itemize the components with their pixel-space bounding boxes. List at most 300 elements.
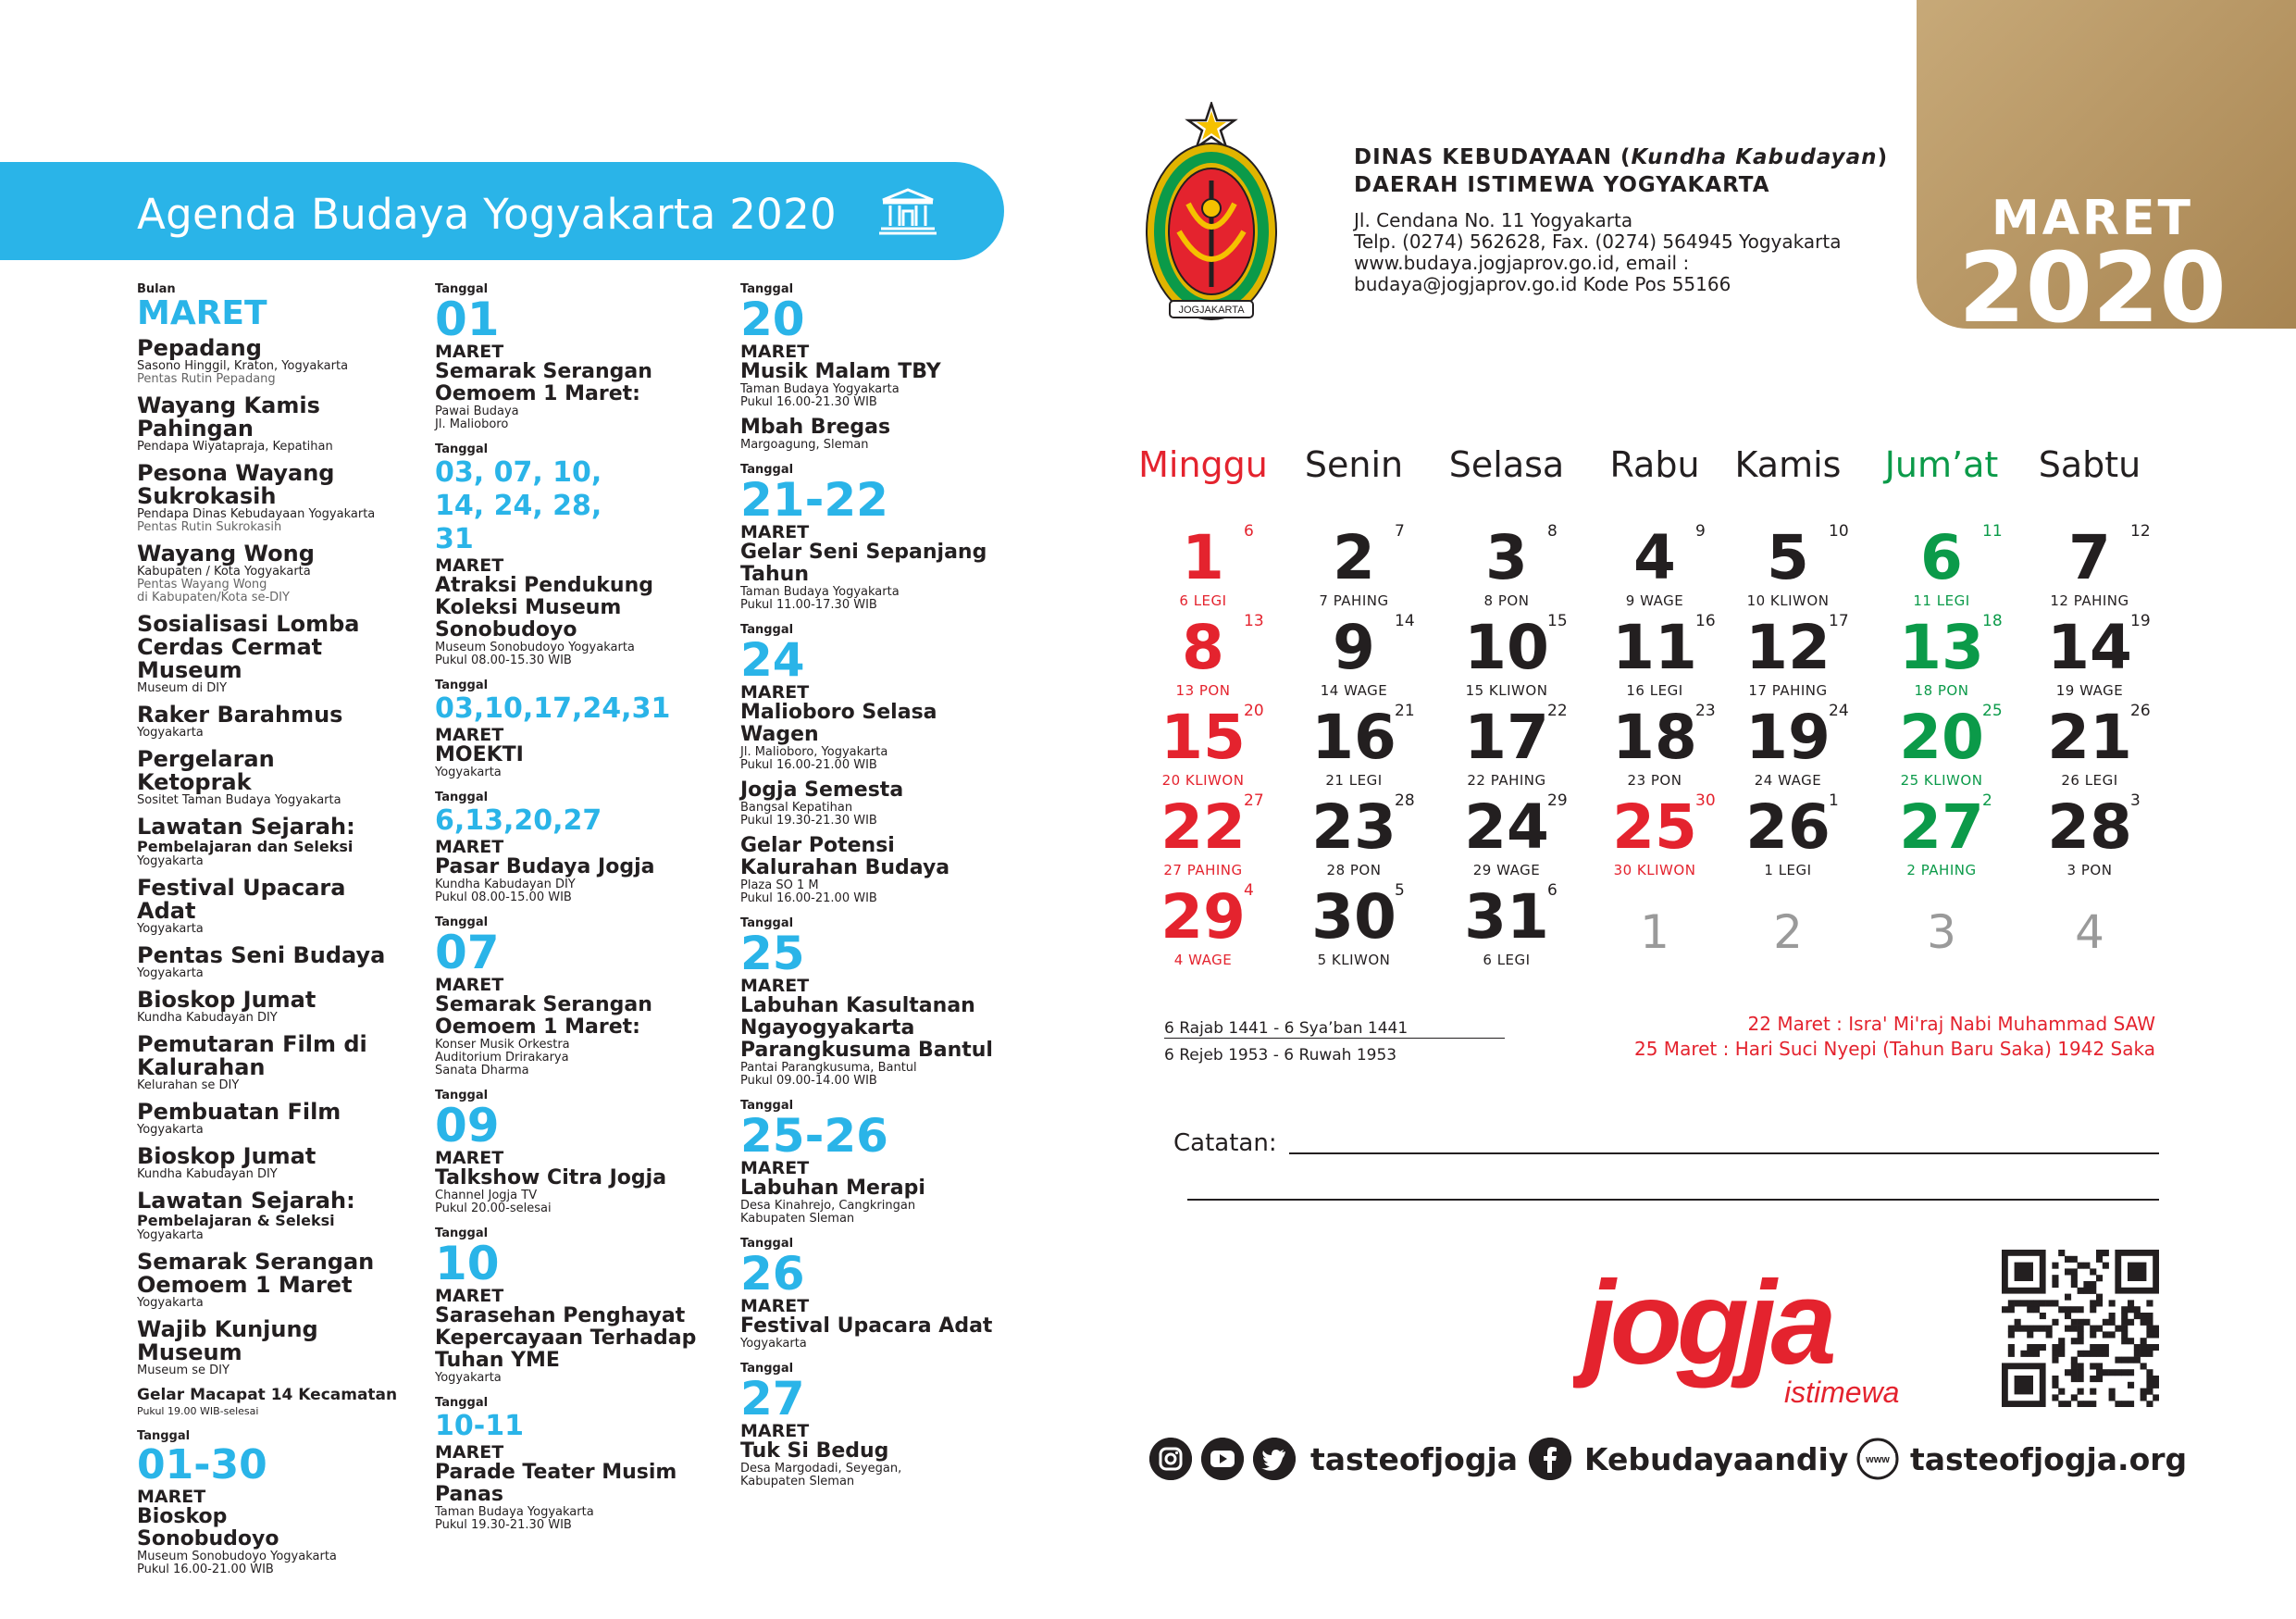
event-date: 25-26 [740, 1109, 888, 1163]
event-month: MARET [740, 976, 810, 996]
dinas-emblem [1142, 102, 1281, 342]
calendar-day[interactable] [1433, 790, 1581, 879]
calendar-day[interactable] [1433, 879, 1581, 969]
day-number: 24 [1464, 791, 1549, 863]
event-entry [137, 989, 415, 1025]
event-detail: Channel Jogja TV [435, 1189, 538, 1202]
hijri-day: 25 [1982, 702, 2003, 720]
event-entry [740, 417, 1018, 452]
event-detail: Jl. Malioboro, Yogyakarta [740, 745, 888, 759]
corner-year: 2020 [1958, 231, 2227, 344]
day-number: 21 [2047, 702, 2132, 773]
event-entry [137, 877, 415, 936]
day-number: 4 [2075, 905, 2104, 959]
event-detail: Pukul 16.00-21.00 WIB [740, 891, 877, 905]
event-detail: Kundha Kabudayan DIY [137, 1167, 278, 1181]
event-subtitle: Pembelajaran dan Seleksi [137, 838, 354, 855]
dated-event [435, 1089, 731, 1215]
event-date: 03,10,17,24,31 [435, 692, 671, 725]
event-detail: Sositet Taman Budaya Yogyakarta [137, 793, 341, 807]
calendar-day[interactable] [1433, 520, 1581, 610]
event-detail: Pendapa Wiyatapraja, Kepatihan [137, 440, 333, 454]
calendar-day[interactable] [1280, 879, 1428, 969]
tanggal-label: Tanggal [740, 1237, 794, 1251]
calendar-day[interactable] [1714, 700, 1862, 790]
event-detail: Pukul 19.30-21.30 WIB [435, 1518, 572, 1532]
qr-code[interactable] [2002, 1250, 2159, 1407]
social-handle[interactable]: Kebudayaandiy [1584, 1441, 1849, 1477]
hijri-range: 6 Rajab 1441 - 6 Sya’ban 1441 [1164, 1019, 1409, 1038]
dated-event [435, 791, 731, 904]
javanese-pasaran: 12 PAHING [2050, 592, 2129, 609]
hijri-day: 29 [1547, 791, 1568, 810]
event-title: Labuhan Merapi [740, 1177, 925, 1200]
event-detail: Yogyakarta [137, 1123, 204, 1137]
event-subtitle: Pembelajaran & Seleksi [137, 1212, 335, 1229]
agenda-column-dates-2 [740, 282, 1018, 1500]
day-number: 31 [1464, 881, 1549, 953]
hijri-day: 16 [1695, 612, 1716, 630]
day-number: 2 [1773, 905, 1803, 959]
event-detail: Pendapa Dinas Kebudayaan Yogyakarta [137, 507, 376, 521]
institution-name [1354, 143, 1888, 171]
dated-event [435, 679, 731, 779]
calendar-day[interactable] [1868, 790, 2016, 879]
day-number: 3 [1485, 522, 1528, 593]
javanese-pasaran: 6 LEGI [1483, 952, 1531, 968]
event-title: Talkshow Citra Jogja [435, 1166, 667, 1189]
tanggal-label: Tanggal [740, 282, 794, 296]
event-detail: Yogyakarta [137, 726, 204, 740]
javanese-pasaran: 29 WAGE [1472, 862, 1541, 878]
event-detail: Pukul 09.00-14.00 WIB [740, 1074, 877, 1088]
event-entry [137, 337, 415, 386]
dated-event [740, 282, 1018, 452]
javanese-pasaran: 3 PON [2066, 862, 2113, 878]
event-detail: Pukul 20.00-selesai [435, 1202, 552, 1215]
hijri-day: 8 [1547, 522, 1558, 541]
notes-line [1289, 1152, 2159, 1154]
event-date: 10 [435, 1237, 500, 1290]
event-month: MARET [435, 1286, 504, 1306]
calendar-day[interactable] [1129, 790, 1277, 879]
social-handle[interactable]: tasteofjogja [1310, 1441, 1519, 1477]
calendar-day[interactable] [1280, 700, 1428, 790]
event-title: Wajib Kunjung Museum [137, 1316, 318, 1365]
event-title: Tuk Si Bedug [740, 1439, 889, 1463]
dated-event [435, 1227, 731, 1385]
javanese-pasaran: 16 LEGI [1626, 682, 1683, 699]
event-date: 26 [740, 1247, 805, 1301]
hijri-day: 20 [1244, 702, 1264, 720]
day-number: 12 [1745, 612, 1831, 683]
day-number: 19 [1745, 702, 1831, 773]
event-entry [137, 394, 415, 454]
emblem-ribbon-text: JOGJAKARTA [1178, 305, 1245, 316]
event-detail: Kelurahan se DIY [137, 1078, 240, 1092]
hijri-day: 10 [1829, 522, 1849, 541]
day-number: 4 [1633, 522, 1676, 593]
institution-name-part: DINAS KEBUDAYAAN ( [1354, 145, 1632, 169]
event-title: Bioskop Jumat [137, 1143, 316, 1169]
svg-text:www: www [1866, 1454, 1890, 1465]
calendar-day[interactable] [1280, 610, 1428, 700]
dated-event [435, 442, 731, 667]
calendar-day[interactable] [1714, 520, 1862, 610]
hijri-day: 23 [1695, 702, 1716, 720]
event-date: 10-11 [435, 1410, 524, 1442]
javanese-pasaran: 2 PAHING [1906, 862, 1977, 878]
calendar-day[interactable] [1280, 790, 1428, 879]
event-date: 20 [740, 293, 805, 346]
event-title: Mbah Bregas [740, 416, 891, 439]
weekday-selasa: Selasa [1448, 444, 1565, 485]
notes-line [1187, 1199, 2159, 1201]
event-date: 09 [435, 1099, 500, 1152]
dated-event [740, 463, 1018, 612]
institution-address: Jl. Cendana No. 11 Yogyakarta [1354, 209, 1633, 231]
agenda-column-month [137, 282, 415, 1588]
tanggal-label: Tanggal [435, 679, 489, 692]
event-title: Semarak Serangan Oemoem 1 Maret [137, 1249, 375, 1298]
event-title: Gelar Seni Sepanjang Tahun [740, 541, 987, 586]
event-entry [137, 1101, 415, 1137]
event-detail: Museum Sonobudoyo Yogyakarta [435, 641, 635, 654]
banner-title: Agenda Budaya Yogyakarta 2020 [137, 190, 837, 239]
calendar-day[interactable] [2016, 879, 2164, 969]
event-entry [137, 1189, 415, 1242]
event-detail: Yogyakarta [435, 1371, 502, 1385]
event-detail: Plaza SO 1 M [740, 878, 819, 892]
event-entry [137, 1318, 415, 1377]
event-title: Wayang Wong [137, 541, 315, 567]
javanese-pasaran: 27 PAHING [1163, 862, 1243, 878]
event-detail: Taman Budaya Yogyakarta [740, 585, 900, 599]
building-icon [879, 187, 937, 235]
event-month: MARET [740, 522, 810, 542]
calendar-day[interactable] [1868, 610, 2016, 700]
event-note: di Kabupaten/Kota se-DIY [137, 591, 290, 604]
event-title: Sosialisasi Lomba Cerdas Cermat Museum [137, 611, 360, 683]
javanese-pasaran: 19 WAGE [2055, 682, 2124, 699]
institution-name-italic: Kundha Kabudayan [1631, 145, 1878, 169]
javanese-pasaran: 8 PON [1483, 592, 1530, 609]
day-number: 30 [1311, 881, 1396, 953]
javanese-pasaran: 4 WAGE [1173, 952, 1233, 968]
jogja-istimewa-logo [1573, 1254, 1934, 1412]
javanese-pasaran: 14 WAGE [1320, 682, 1388, 699]
institution-region: DAERAH ISTIMEWA YOGYAKARTA [1354, 173, 1770, 197]
event-detail: Konser Musik Orkestra [435, 1038, 570, 1052]
era-divider [1164, 1038, 1505, 1039]
javanese-pasaran: 7 PAHING [1319, 592, 1389, 609]
javanese-pasaran: 17 PAHING [1748, 682, 1828, 699]
holiday-item: 25 Maret : Hari Suci Nyepi (Tahun Baru Saka) 1942 Saka [1634, 1038, 2155, 1060]
event-detail: Pukul 19.00 WIB-selesai [137, 1405, 259, 1417]
javanese-pasaran: 21 LEGI [1325, 772, 1383, 789]
event-title: MOEKTI [435, 743, 524, 766]
day-number: 22 [1160, 791, 1246, 863]
event-detail: Yogyakarta [137, 854, 204, 868]
event-entry [137, 462, 415, 534]
day-number: 28 [2047, 791, 2132, 863]
weekday-kamis: Kamis [1734, 444, 1842, 485]
day-number: 11 [1612, 612, 1697, 683]
weekday-senin: Senin [1304, 444, 1404, 485]
event-detail: Desa Kinahrejo, Cangkringan [740, 1199, 916, 1213]
weekday-rabu: Rabu [1609, 444, 1700, 485]
dated-event [740, 916, 1018, 1088]
event-detail: Museum se DIY [137, 1364, 230, 1377]
event-detail: Pukul 08.00-15.30 WIB [435, 654, 572, 667]
calendar-day[interactable] [1280, 520, 1428, 610]
event-title: Pentas Seni Budaya [137, 942, 386, 968]
calendar-day[interactable] [1868, 879, 2016, 969]
calendar-day[interactable] [1433, 700, 1581, 790]
javanese-pasaran: 15 KLIWON [1465, 682, 1548, 699]
event-month: MARET [740, 342, 810, 362]
day-number: 15 [1160, 702, 1246, 773]
calendar-day[interactable] [1129, 520, 1277, 610]
event-detail: Yogyakarta [137, 1228, 204, 1242]
event-date: 27 [740, 1372, 805, 1426]
day-number: 26 [1745, 791, 1831, 863]
dated-event [740, 1362, 1018, 1488]
javanese-pasaran: 9 WAGE [1625, 592, 1684, 609]
agenda-banner [0, 162, 1004, 260]
notes-label: Catatan: [1173, 1129, 1277, 1157]
event-detail: Pukul 19.30-21.30 WIB [740, 814, 877, 828]
website-link[interactable]: tasteofjogja.org [1910, 1441, 2188, 1477]
event-title: Festival Upacara Adat [137, 875, 346, 924]
calendar-day[interactable] [1129, 700, 1277, 790]
calendar-day[interactable] [1129, 610, 1277, 700]
hijri-day: 6 [1547, 881, 1558, 900]
event-title: Pembuatan Film [137, 1099, 341, 1125]
event-entry [137, 542, 415, 604]
day-number: 18 [1612, 702, 1697, 773]
tanggal-label: Tanggal [435, 1089, 489, 1102]
calendar-day[interactable] [2016, 700, 2164, 790]
hijri-day: 7 [1395, 522, 1405, 541]
tanggal-label: Tanggal [740, 623, 794, 637]
hijri-day: 3 [2130, 791, 2141, 810]
event-detail: Kabupaten Sleman [740, 1212, 855, 1226]
tanggal-label: Tanggal [435, 282, 489, 296]
tanggal-label: Tanggal [435, 1396, 489, 1410]
agenda-month: MARET [137, 294, 267, 332]
event-entry [137, 1251, 415, 1310]
hijri-day: 17 [1829, 612, 1849, 630]
agenda-column-dates-1 [435, 282, 731, 1543]
institution-name-part: ) [1877, 145, 1889, 169]
event-note: Pentas Wayang Wong [137, 578, 267, 592]
day-number: 13 [1899, 612, 1984, 683]
hijri-day: 1 [1829, 791, 1839, 810]
event-entry [137, 944, 415, 980]
tanggal-label: Tanggal [740, 1362, 794, 1376]
event-month: MARET [435, 975, 504, 995]
tanggal-label: Tanggal [740, 463, 794, 477]
hijri-day: 5 [1395, 881, 1405, 900]
day-number: 25 [1612, 791, 1697, 863]
event-month: MARET [435, 725, 504, 745]
event-date: 01-30 [137, 1441, 267, 1488]
event-entry [137, 704, 415, 740]
hijri-day: 18 [1982, 612, 2003, 630]
javanese-pasaran: 11 LEGI [1913, 592, 1970, 609]
hijri-day: 21 [1395, 702, 1415, 720]
javanese-pasaran: 26 LEGI [2061, 772, 2118, 789]
day-number: 9 [1333, 612, 1375, 683]
logo-word: jogja [1582, 1257, 1831, 1389]
tanggal-label: Tanggal [137, 1429, 191, 1443]
holiday-item: 22 Maret : Isra' Mi'raj Nabi Muhammad SAW [1747, 1013, 2155, 1035]
event-detail: Sanata Dharma [435, 1064, 529, 1077]
calendar-day[interactable] [1714, 879, 1862, 969]
javanese-pasaran: 5 KLIWON [1317, 952, 1391, 968]
event-title: Pepadang [137, 335, 262, 361]
instagram-icon[interactable] [1149, 1438, 1192, 1480]
javanese-pasaran: 6 LEGI [1179, 592, 1227, 609]
event-entry [137, 748, 415, 807]
calendar-day[interactable] [1868, 520, 2016, 610]
weekday-jumat: Jum’at [1884, 444, 1999, 485]
dated-event [435, 1396, 731, 1532]
calendar-day[interactable] [1581, 700, 1729, 790]
event-month: MARET [435, 1442, 504, 1463]
event-detail: Yogyakarta [435, 766, 502, 779]
twitter-icon[interactable] [1253, 1438, 1296, 1480]
event-detail: Kabupaten / Kota Yogyakarta [137, 565, 311, 579]
event-title: Bioskop Sonobudoyo [137, 1505, 279, 1551]
day-number: 16 [1311, 702, 1396, 773]
institution-website: www.budaya.jogjaprov.go.id, email : [1354, 252, 1690, 274]
event-month: MARET [740, 682, 810, 703]
www-icon[interactable] [1856, 1438, 1899, 1480]
event-entry [740, 835, 1018, 905]
weekday-sabtu: Sabtu [2038, 444, 2141, 485]
event-entry [137, 613, 415, 695]
facebook-icon[interactable] [1529, 1438, 1571, 1480]
logo-tag: istimewa [1784, 1376, 1900, 1409]
event-date: 24 [740, 633, 805, 687]
day-number: 1 [1182, 522, 1224, 593]
calendar-day[interactable] [2016, 790, 2164, 879]
event-month: MARET [435, 555, 504, 576]
event-date: 03, 07, 10, 14, 24, 28, 31 [435, 456, 602, 555]
hijri-day: 19 [2130, 612, 2151, 630]
calendar-day[interactable] [1714, 790, 1862, 879]
calendar-day[interactable] [1581, 790, 1729, 879]
javanese-pasaran: 18 PON [1914, 682, 1969, 699]
event-entry [137, 1033, 415, 1092]
tanggal-label: Tanggal [435, 915, 489, 929]
event-detail: Yogyakarta [137, 966, 204, 980]
event-title: Pergelaran Ketoprak [137, 746, 275, 795]
event-detail: Sasono Hinggil, Kraton, Yogyakarta [137, 359, 349, 373]
hijri-day: 4 [1244, 881, 1254, 900]
tanggal-label: Tanggal [740, 916, 794, 930]
hijri-day: 15 [1547, 612, 1568, 630]
event-title: Festival Upacara Adat [740, 1314, 993, 1338]
event-detail: Taman Budaya Yogyakarta [435, 1505, 594, 1519]
event-detail: Bangsal Kepatihan [740, 801, 853, 815]
tanggal-label: Tanggal [435, 442, 489, 456]
day-number: 29 [1160, 881, 1246, 953]
event-title: Gelar Macapat 14 Kecamatan [137, 1386, 398, 1404]
hijri-day: 27 [1244, 791, 1264, 810]
calendar-day[interactable] [1868, 700, 2016, 790]
hijri-day: 6 [1244, 522, 1254, 541]
hijri-day: 24 [1829, 702, 1849, 720]
dated-event [435, 915, 731, 1077]
calendar-day[interactable] [1433, 610, 1581, 700]
javanese-pasaran: 10 KLIWON [1746, 592, 1830, 609]
month-corner-badge [1917, 0, 2296, 344]
event-detail: Jl. Malioboro [435, 417, 509, 431]
day-number: 10 [1464, 612, 1549, 683]
javanese-pasaran: 22 PAHING [1467, 772, 1546, 789]
calendar-day[interactable] [1581, 520, 1729, 610]
javanese-pasaran: 24 WAGE [1754, 772, 1822, 789]
event-detail: Pawai Budaya [435, 405, 519, 418]
javanese-pasaran: 23 PON [1627, 772, 1682, 789]
event-detail: Yogyakarta [137, 922, 204, 936]
dated-event [435, 282, 731, 431]
event-month: MARET [435, 342, 504, 362]
event-detail: Desa Margodadi, Seyegan, [740, 1462, 902, 1476]
event-detail: Museum di DIY [137, 681, 228, 695]
event-title: Semarak Serangan Oemoem 1 Maret: [435, 993, 652, 1039]
calendar-day[interactable] [2016, 610, 2164, 700]
event-title: Gelar Potensi Kalurahan Budaya [740, 834, 950, 879]
event-title: Semarak Serangan Oemoem 1 Maret: [435, 360, 652, 405]
event-detail: Kabupaten Sleman [740, 1475, 855, 1488]
institution-email: budaya@jogjaprov.go.id Kode Pos 55166 [1354, 273, 1731, 295]
event-title: Musik Malam TBY [740, 360, 941, 383]
monthly-events-list [137, 337, 415, 1377]
event-date: 01 [435, 293, 500, 346]
tanggal-label: Tanggal [435, 1227, 489, 1240]
event-month: MARET [435, 1148, 504, 1168]
javanese-pasaran: 13 PON [1175, 682, 1231, 699]
event-title: Raker Barahmus [137, 702, 343, 728]
youtube-icon[interactable] [1201, 1438, 1244, 1480]
event-date: 6,13,20,27 [435, 804, 602, 837]
javanese-range: 6 Rejeb 1953 - 6 Ruwah 1953 [1164, 1046, 1397, 1065]
event-title: Labuhan Kasultanan Ngayogyakarta Parangkusuma Bantul [740, 994, 993, 1062]
event-entry [137, 1145, 415, 1181]
event-title: Sarasehan Penghayat Kepercayaan Terhadap Tuhan YME [435, 1304, 697, 1372]
corner-month: MARET [1991, 191, 2194, 246]
hijri-day: 13 [1244, 612, 1264, 630]
day-number: 3 [1927, 905, 1956, 959]
calendar-day[interactable] [1129, 879, 1277, 969]
day-number: 17 [1464, 702, 1549, 773]
event-range-block [137, 1429, 415, 1576]
calendar-day[interactable] [1581, 879, 1729, 969]
event-date: 07 [435, 926, 500, 979]
event-entry [740, 779, 1018, 828]
event-entry [137, 816, 415, 868]
event-detail: Yogyakarta [740, 1337, 807, 1351]
calendar-day[interactable] [1581, 610, 1729, 700]
calendar-day[interactable] [2016, 520, 2164, 610]
event-title: Jogja Semesta [740, 778, 904, 802]
event-detail: Pukul 08.00-15.00 WIB [435, 890, 572, 904]
calendar-day[interactable] [1714, 610, 1862, 700]
